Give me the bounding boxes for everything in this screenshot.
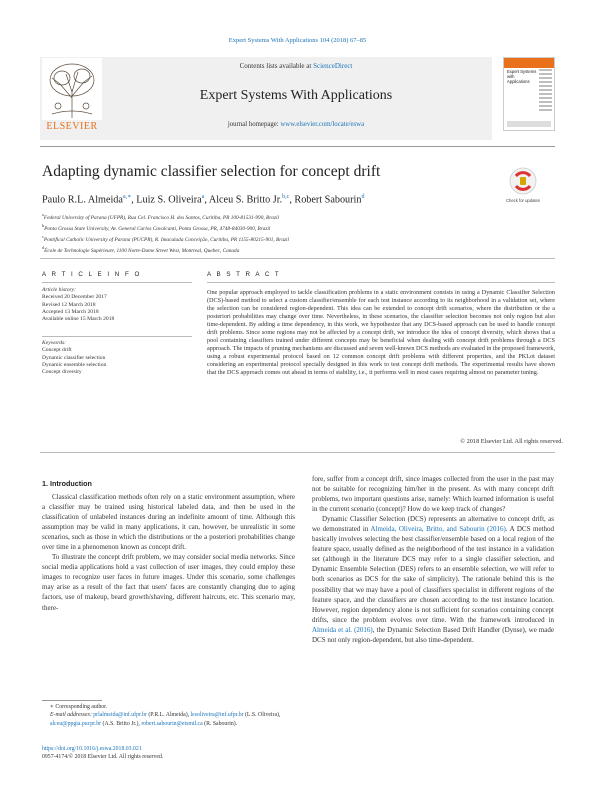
elsevier-wordmark: ELSEVIER <box>46 121 98 132</box>
journal-cover-thumbnail[interactable] <box>503 57 555 131</box>
affiliation-divider <box>40 258 555 259</box>
body-text: . A DCS method basically involves selecting the best classifier/ensemble based on a local region of the feature space, usually defined as the neighborhood of the test instance in a validation set (although in the literature DCS may refer to a single classifier selection, and Dynamic Ensemble Selection (DES) refers to an ensemble selection, we will refer to both scenarios as DCS for the sake of simplicity). The rationale behind this is the possibility that we may have a pool of classifiers specialist in different regions of the feature space, and the classifiers are chosen according to the test instance location. However, region dependency alone is not sufficient for scenarios containing concept drifts, since the problem evolves over time. With the framework introduced in <box>312 525 554 624</box>
affiliation-item <box>42 244 492 255</box>
email-owner: (R. Sabourin). <box>202 720 238 727</box>
email-label: E-mail addresses: <box>50 712 94 719</box>
check-for-updates-icon[interactable] <box>508 166 538 200</box>
author-name: Alceu S. Britto Jr. <box>208 194 283 206</box>
keyword-item: Concept diversity <box>42 369 82 376</box>
body-column-left <box>42 492 295 613</box>
author-name: Luiz S. Oliveira <box>136 194 202 206</box>
contents-line <box>100 62 492 70</box>
contents-prefix: Contents lists available at <box>239 62 314 70</box>
affiliation-mark: a <box>42 212 44 217</box>
author-list <box>42 193 492 205</box>
citation-link[interactable]: Almeida, Oliveira, Britto, and Sabourin (2016) <box>370 525 506 534</box>
affiliation-text: Pontifical Catholic University of Parana (PUCPR), R. Imaculada Conceição, Curitiba, PR 1155-80215-901, Brazil <box>43 236 290 243</box>
footnote-rule <box>42 700 102 701</box>
keyword-item: Dynamic classifier selection <box>42 354 106 361</box>
affiliation-item <box>42 222 492 233</box>
journal-title: Expert Systems With Applications <box>199 88 393 103</box>
check-for-updates-label[interactable]: Check for updates <box>506 198 540 203</box>
header-divider <box>40 146 555 147</box>
email-link[interactable]: lesoliveira@inf.ufpr.br <box>190 712 244 719</box>
body-paragraph: fore, suffer from a concept drift, since images collected from the user in the past may not be suitable for recognizing him/her in the present. As with many concept drift problems, two important questions arise, namely: Which learned information is useful in the current scenario (concept)? How do we keep track of changes? <box>312 475 554 514</box>
cover-footer-stripe <box>507 121 551 127</box>
section-heading: 1. Introduction <box>42 479 92 488</box>
affiliation-item <box>42 233 492 244</box>
cover-pattern <box>539 69 552 111</box>
homepage-line <box>100 121 492 128</box>
keyword-item: Dynamic ensemble selection <box>42 361 107 368</box>
abstract-rule <box>207 282 555 283</box>
footnotes <box>42 703 295 728</box>
abstract-divider <box>40 452 555 453</box>
author-separator: , <box>289 194 295 206</box>
history-item: Accepted 13 March 2018 <box>42 308 99 315</box>
email-owner: (L.S. Oliveira), <box>243 712 281 719</box>
author-separator: , <box>204 194 209 206</box>
citation-link[interactable]: Almeida et al. (2016) <box>312 625 373 634</box>
affiliation-list <box>42 211 492 255</box>
body-text: , the Dynamic Selection Based Drift Handler (Dynse), we made DCS not only region-dependent, but also time-dependent. <box>312 625 555 644</box>
corresponding-author-note: ∗ Corresponding author. <box>50 704 108 710</box>
homepage-prefix: journal homepage: <box>227 121 281 128</box>
keyword-item: Concept drift <box>42 347 72 354</box>
body-paragraph: Classical classification methods often rely on a static environment assumption, where a classifier may be trained using historical labeled data, and then be used in the classification of unlabeled instances during an indefinite amount of time. Although this assumption may be valid in many applications, it can, however, be unrealistic in some scenarios, such as those in which the distributions or the a posteriori probabilities change over time in a phenomenon known as concept drift. <box>42 493 295 552</box>
issn-line: 0957-4174/© 2018 Elsevier Ltd. All rights reserved. <box>42 754 164 760</box>
history-label: Article history: <box>42 287 77 293</box>
copyright-notice: © 2018 Elsevier Ltd. All rights reserved. <box>460 438 563 445</box>
article-info-heading: A R T I C L E I N F O <box>42 271 142 278</box>
article-history <box>42 287 192 323</box>
body-paragraph: To illustrate the concept drift problem, we may consider social media networks. Since social media applications hold a vast collection of user images, they could employ these images to recognize user faces in future images. Under this scenario, some challenges may arise as a result of the fact that users' faces are constantly changing due to aging factors, use of makeup, beard growth/shaving, different haircuts, etc. This scenario may, there- <box>42 553 295 612</box>
affiliation-mark: b <box>42 222 45 228</box>
email-addresses <box>42 711 295 728</box>
email-owner: (A.S. Britto Jr.), <box>101 720 142 727</box>
keywords-block <box>42 340 192 376</box>
email-link[interactable]: alceu@ppgia.pucpr.br <box>50 720 102 727</box>
author-name: Robert Sabourin <box>294 194 362 206</box>
paper-title: Adapting dynamic classifier selection for concept drift <box>42 163 381 180</box>
body-paragraph <box>312 514 554 645</box>
history-item: Available online 15 March 2018 <box>42 316 115 323</box>
homepage-link[interactable]: www.elsevier.com/locate/eswa <box>280 121 365 128</box>
keywords-label: Keywords: <box>42 340 67 346</box>
author-affiliation-mark[interactable]: d <box>361 194 365 200</box>
affiliation-item <box>42 211 492 222</box>
journal-reference[interactable]: Expert Systems With Applications 104 (2018) 67–85 <box>228 37 367 44</box>
affiliation-mark: c <box>42 233 44 239</box>
affiliation-text: Federal University of Parana (UFPR), Rua Cel. Francisco H. dos Santos, Curitiba, PR 100-81531-990, Brazil <box>43 214 279 221</box>
email-owner: (P.R.L. Almeida), <box>146 712 191 719</box>
author-affiliation-mark[interactable]: a,∗ <box>122 194 132 200</box>
author-affiliation-mark[interactable]: b,c <box>282 194 290 200</box>
affiliation-text: Ponta Grossa State University, Av. General Carlos Cavalcanti, Ponta Grossa, PR, 4748-84030-900, Brazil <box>44 225 271 232</box>
body-text: Dynamic Classifier Selection (DCS) represents an alternative to concept drift, as we demonstrated in <box>312 515 554 534</box>
email-link[interactable]: prlalmeida@inf.ufpr.br <box>93 712 147 719</box>
history-item: Received 20 December 2017 <box>42 294 107 301</box>
affiliation-mark: d <box>42 244 45 250</box>
abstract-text: One popular approach employed to tackle classification problems in a static environment consists in using a Dynamic Classifier Selection (DCS)-based method to select a custom classifier/ensemble for each test instance according to its neighborhood in a validation set, where the selection can be considered region-dependent. This idea can be extended to concept drift scenarios, where the distribution or the a posteriori probabilities may change over time. Nevertheless, in these scenarios, the classifier selection becomes not only region but also time-dependent. By adding a time dependency, in this work, we hypothesize that any DCS-based approach can be used to handle concept drift problems. Since some regions may not be affected by a concept drift, we introduce the idea of concept diversity, which shows that a pool containing classifiers trained under different concepts may be beneficial when dealing with concept drift problems through a DCS approach. The impacts of pruning mechanisms are discussed and seven well-known DCS methods are evaluated in the proposed framework, using a robust experimental protocol based on 12 common concept drift problems with different properties, and the PKLot dataset considering an experimental protocol specially designed in this work to test concept drift methods. The experimental results have shown that the DCS approach comes out ahead in terms of stability, i.e., it performs well in most cases requiring almost no parameter tuning. <box>207 289 555 377</box>
keywords-rule <box>42 336 192 337</box>
abstract-heading: A B S T R A C T <box>207 271 281 278</box>
cover-title: Expert Systems with Applications <box>507 69 537 84</box>
body-column-right <box>312 474 554 645</box>
author-name: Paulo R.L. Almeida <box>42 194 123 206</box>
sciencedirect-link[interactable]: ScienceDirect <box>313 62 353 70</box>
affiliation-text: École de Technologie Supérieure, 1100 Notre-Dame Street West, Montreal, Quebec, Canada <box>44 247 240 254</box>
article-info-rule <box>42 282 192 283</box>
cover-top-stripe <box>504 58 554 68</box>
doi-link[interactable]: https://doi.org/10.1016/j.eswa.2018.03.021 <box>42 746 142 752</box>
history-item: Revised 12 March 2018 <box>42 301 96 308</box>
author-affiliation-mark[interactable]: a <box>201 194 205 200</box>
email-link[interactable]: robert.sabourin@etsmtl.ca <box>141 720 203 727</box>
author-separator: , <box>131 194 137 206</box>
